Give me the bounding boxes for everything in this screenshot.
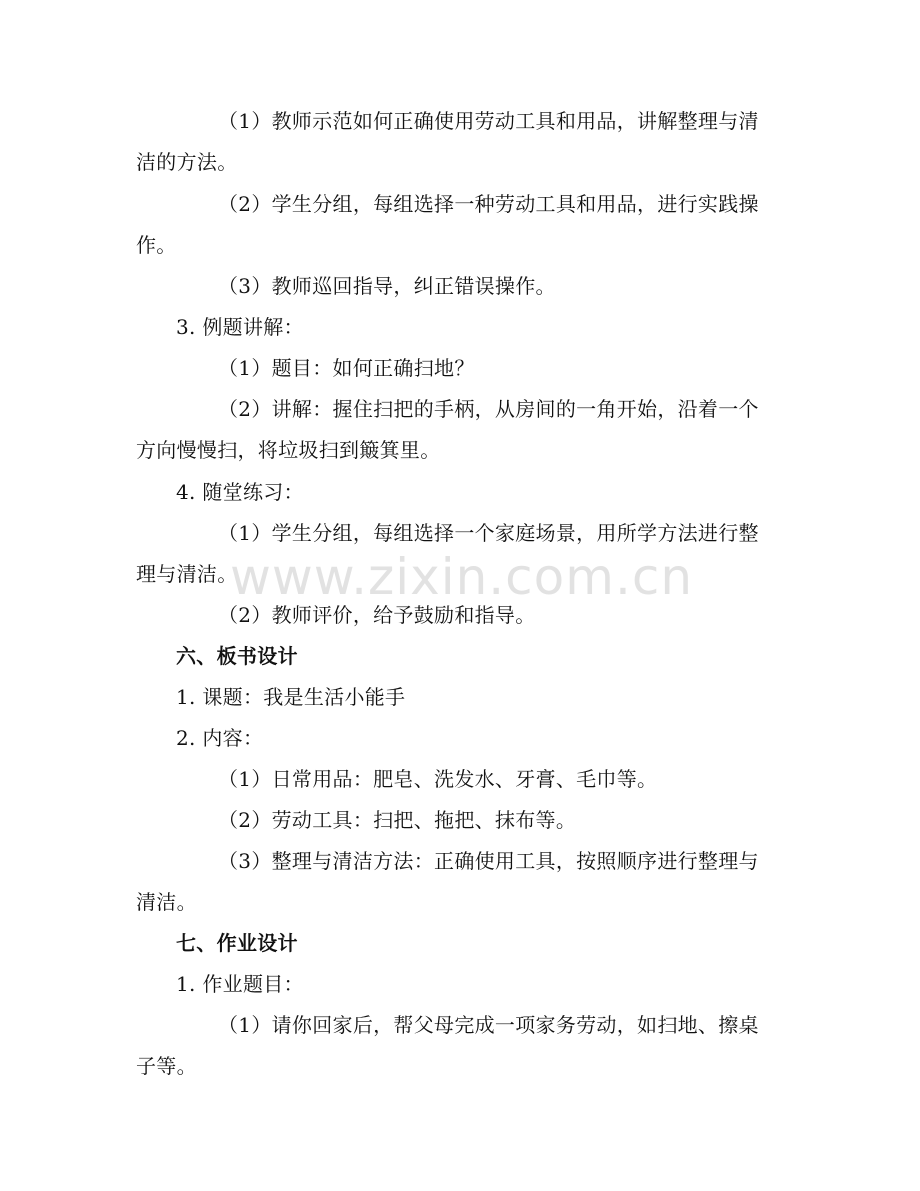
paragraph-line: （2）教师评价，给予鼓励和指导。 xyxy=(218,603,536,627)
list-item-heading: 4. 随堂练习： xyxy=(176,480,304,504)
paragraph-line: 清洁。 xyxy=(136,890,197,914)
list-item: 2. 内容： xyxy=(176,726,264,750)
paragraph-line: （2）劳动工具：扫把、拖把、抹布等。 xyxy=(218,808,577,832)
list-item: 1. 课题：我是生活小能手 xyxy=(176,685,406,709)
watermark-text: www.zixin.com.cn xyxy=(230,548,694,606)
paragraph-line: （1）题目：如何正确扫地？ xyxy=(218,356,475,380)
paragraph-line: （2）学生分组，每组选择一种劳动工具和用品，进行实践操 xyxy=(218,192,759,216)
paragraph-line: 子等。 xyxy=(136,1054,197,1078)
paragraph-line: 洁的方法。 xyxy=(136,150,238,174)
list-item: 1. 作业题目： xyxy=(176,972,304,996)
paragraph-line: （2）讲解：握住扫把的手柄，从房间的一角开始，沿着一个 xyxy=(218,397,759,421)
paragraph-line: （1）教师示范如何正确使用劳动工具和用品，讲解整理与清 xyxy=(218,109,759,133)
list-item-heading: 3. 例题讲解： xyxy=(176,315,304,339)
paragraph-line: （1）日常用品：肥皂、洗发水、牙膏、毛巾等。 xyxy=(218,767,658,791)
paragraph-line: （3）教师巡回指导，纠正错误操作。 xyxy=(218,274,556,298)
paragraph-line: 理与清洁。 xyxy=(136,562,238,586)
paragraph-line: 作。 xyxy=(136,233,177,257)
paragraph-line: （3）整理与清洁方法：正确使用工具，按照顺序进行整理与 xyxy=(218,849,759,873)
paragraph-line: 方向慢慢扫，将垃圾扫到簸箕里。 xyxy=(136,438,441,462)
paragraph-line: （1）学生分组，每组选择一个家庭场景，用所学方法进行整 xyxy=(218,521,759,545)
section-heading: 七、作业设计 xyxy=(176,931,298,955)
paragraph-line: （1）请你回家后，帮父母完成一项家务劳动，如扫地、擦桌 xyxy=(218,1013,759,1037)
section-heading: 六、板书设计 xyxy=(176,644,298,668)
